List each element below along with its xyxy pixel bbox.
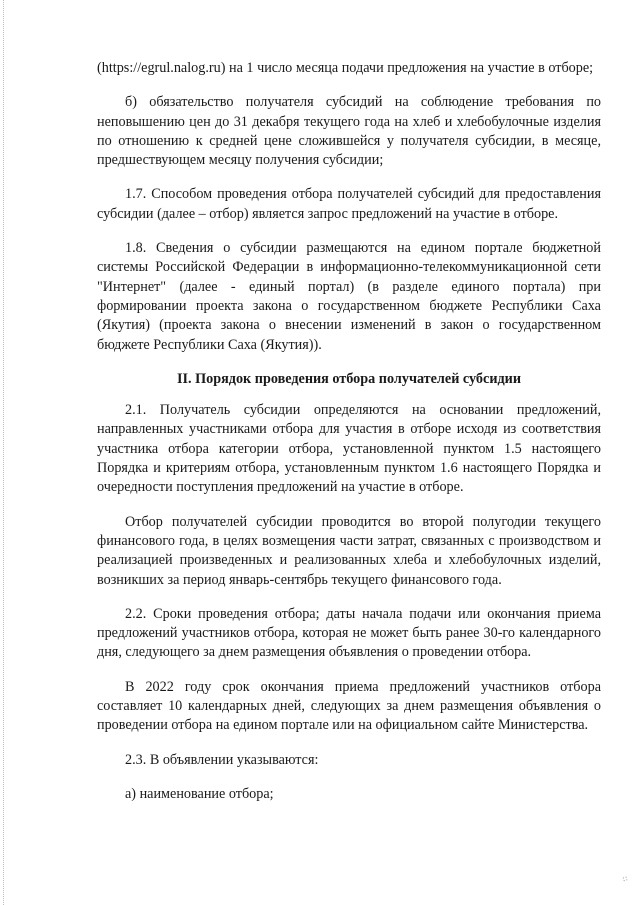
paragraph-2-3: 2.3. В объявлении указываются:	[125, 751, 319, 768]
scan-artifact-mark: ⁘	[618, 873, 633, 886]
paragraph-egrul-link: (https://egrul.nalog.ru) на 1 число месяца подачи предложения на участие в отборе;	[97, 60, 594, 76]
paragraph-2022-deadline: В 2022 году срок окончания приема предложений участников отбора составляет 10 календарных дней, следующих за днем размещения объявления о проведении отбора на едином портале или на официальном сайте Министерства.	[97, 678, 601, 734]
paragraph-2-2: 2.2. Сроки проведения отбора; даты начала подачи или окончания приема предложений участников отбора, которая не может быть ранее 30-го календарного дня, следующего за днем размещения объявления о проведении отбора.	[97, 605, 601, 661]
paragraph-2-1: 2.1. Получатель субсидии определяются на основании предложений, направленных участниками отбора для участия в отборе исходя из соответствия участника отбора категории отбора, установленной пунктом 1.5 настоящего Порядка и критериям отбора, установленным пунктом 1.6 настоящего Порядка и очередности поступления предложений на участие в отборе.	[97, 402, 601, 496]
paragraph-obligation-b: б) обязательство получателя субсидий на соблюдение требования по неповышению цен до 31 декабря текущего года на хлеб и хлебобулочные изделия по отношению к средней цене сложившейся у получателя субсидии, в месяце, предшествующем месяцу получения субсидии;	[97, 94, 601, 169]
paragraph-1-7: 1.7. Способом проведения отбора получателей субсидий для предоставления субсидии (далее – отбор) является запрос предложений на участие в отборе.	[97, 186, 601, 222]
paragraph-item-a: а) наименование отбора;	[125, 785, 274, 802]
paragraph-1-8: 1.8. Сведения о субсидии размещаются на едином портале бюджетной системы Российской Федерации в информационно-телекоммуникационной сети "Интернет" (далее - единый портал) (в разделе единого портала) при формировании проекта закона о государственном бюджете Республики Саха (Якутия) (проекта закона о внесении изменений в закон о государственном бюджете Республики Саха (Якутия)).	[97, 240, 601, 353]
document-body	[97, 59, 601, 819]
paragraph-selection-period: Отбор получателей субсидии проводится во второй полугодии текущего финансового года, в целях возмещения части затрат, связанных с производством и реализацией произведенных и реализованных хлеба и хлебобулочных изделий, возникших за период январь-сентябрь текущего финансового года.	[97, 513, 601, 588]
section-heading: II. Порядок проведения отбора получателей субсидии	[176, 370, 522, 387]
page-left-edge	[3, 0, 4, 905]
